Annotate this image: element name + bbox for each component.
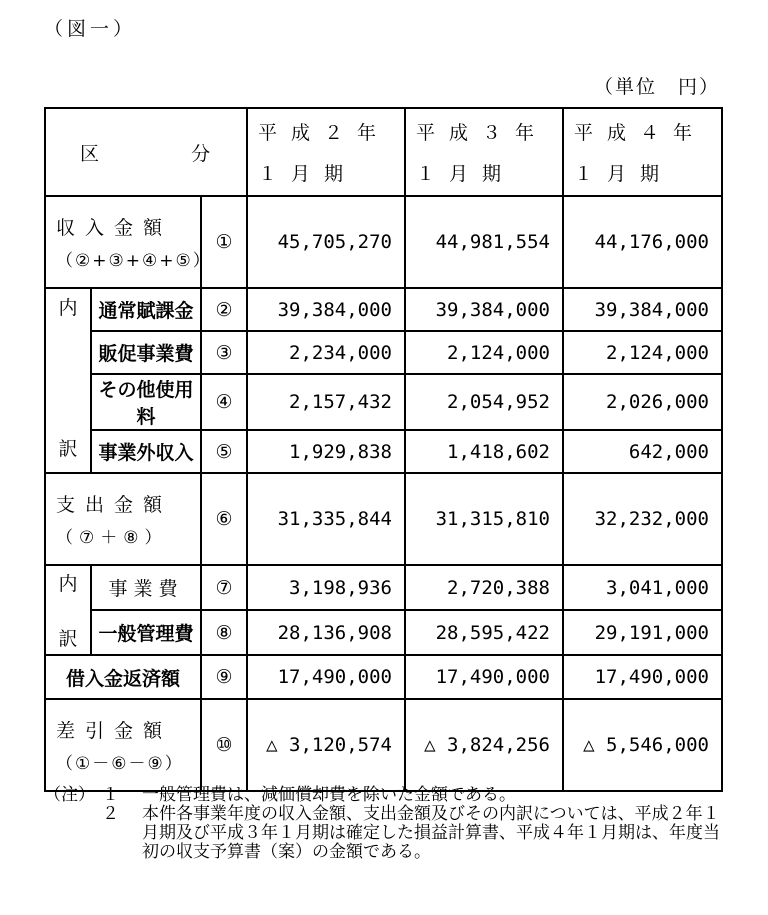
balance-value-3: △ 5,546,000 <box>563 699 722 791</box>
income-item-value: 2,124,000 <box>405 331 563 374</box>
income-item-row <box>45 430 722 473</box>
income-expense-table <box>44 107 723 792</box>
expense-uchi <box>45 565 91 655</box>
figure-label: （図一） <box>44 18 137 40</box>
income-item-value: 1,929,838 <box>247 430 405 473</box>
loan-value-2: 17,490,000 <box>405 655 563 699</box>
header-row <box>45 108 722 196</box>
income-item-label: その他使用料 <box>91 374 201 430</box>
balance-label <box>45 699 201 791</box>
income-item-row <box>45 288 722 331</box>
kubun-header <box>45 108 247 196</box>
income-uchi-top: 内 <box>58 297 78 319</box>
note-item <box>44 786 734 805</box>
expense-label-text: 支出金額 <box>56 494 173 516</box>
income-item-row <box>45 374 722 430</box>
col-header-2-line1: 平成３年 <box>416 122 549 144</box>
income-item-value: 2,026,000 <box>563 374 722 430</box>
expense-item-value: 28,136,908 <box>247 610 405 655</box>
kubun-a: 区 <box>80 142 100 165</box>
note-item <box>44 805 734 862</box>
loan-row <box>45 655 722 699</box>
income-label-text: 収入金額 <box>56 217 173 239</box>
income-item-value: 2,234,000 <box>247 331 405 374</box>
unit-label: （単位 円） <box>593 76 720 98</box>
balance-row <box>45 699 722 791</box>
balance-sub: （①－⑥－⑨） <box>56 754 184 774</box>
income-sub: （②+③+④+⑤） <box>56 251 212 271</box>
income-item-value: 2,157,432 <box>247 374 405 430</box>
income-label <box>45 196 212 288</box>
balance-label-text: 差引金額 <box>56 720 173 742</box>
expense-item-row <box>45 565 722 610</box>
income-item-row <box>45 331 722 374</box>
expense-item-row <box>45 610 722 655</box>
note-number: ２ <box>102 804 119 824</box>
note-text: 一般管理費は、減価償却費を除いた金額である。 <box>142 785 516 805</box>
expense-item-value: 29,191,000 <box>563 610 722 655</box>
col-header-2-line2: １月期 <box>416 163 516 185</box>
income-item-label: 事業外収入 <box>91 430 201 473</box>
expense-item-no: ⑦ <box>201 565 247 610</box>
income-item-no: ④ <box>201 374 247 430</box>
income-item-no: ② <box>201 288 247 331</box>
income-item-value: 2,124,000 <box>563 331 722 374</box>
expense-uchi-bottom: 訳 <box>58 628 78 650</box>
col-header-1-line2: １月期 <box>258 163 358 185</box>
income-row <box>45 196 722 288</box>
income-item-value: 642,000 <box>563 430 722 473</box>
income-no: ① <box>201 196 247 288</box>
balance-value-2: △ 3,824,256 <box>405 699 563 791</box>
notes-prefix: （注） <box>44 785 95 805</box>
income-uchi <box>45 288 91 473</box>
expense-label <box>45 473 201 565</box>
note-number: １ <box>102 785 119 805</box>
income-item-value: 39,384,000 <box>247 288 405 331</box>
income-value-1: 45,705,270 <box>247 196 405 288</box>
notes <box>44 786 734 862</box>
expense-sub: （⑦＋⑧） <box>56 528 168 548</box>
expense-item-label: 事業費 <box>91 565 201 610</box>
loan-value-3: 17,490,000 <box>563 655 722 699</box>
expense-no: ⑥ <box>201 473 247 565</box>
note-text: 本件各事業年度の収入金額、支出金額及びその内訳については、平成２年１月期及び平成３年１月期は確定した損益計算書、平成４年１月期は、年度当初の収支予算書（案）の金額である。 <box>142 804 720 862</box>
loan-label: 借入金返済額 <box>45 655 201 699</box>
balance-value-1: △ 3,120,574 <box>247 699 405 791</box>
income-item-value: 39,384,000 <box>563 288 722 331</box>
col-header-3-line1: 平成４年 <box>574 122 707 144</box>
expense-value-1: 31,335,844 <box>247 473 405 565</box>
col-header-3 <box>563 108 722 196</box>
kubun-b: 分 <box>191 142 211 165</box>
balance-no: ⑩ <box>201 699 247 791</box>
expense-row <box>45 473 722 565</box>
income-item-no: ③ <box>201 331 247 374</box>
income-value-3: 44,176,000 <box>563 196 722 288</box>
income-item-value: 1,418,602 <box>405 430 563 473</box>
income-item-label: 販促事業費 <box>91 331 201 374</box>
loan-no: ⑨ <box>201 655 247 699</box>
col-header-1-line1: 平成２年 <box>258 122 391 144</box>
expense-item-value: 3,041,000 <box>563 565 722 610</box>
col-header-2 <box>405 108 563 196</box>
expense-value-2: 31,315,810 <box>405 473 563 565</box>
notes-indent <box>44 805 102 862</box>
income-value-2: 44,981,554 <box>405 196 563 288</box>
income-item-label: 通常賦課金 <box>91 288 201 331</box>
income-item-no: ⑤ <box>201 430 247 473</box>
expense-item-value: 2,720,388 <box>405 565 563 610</box>
expense-item-value: 3,198,936 <box>247 565 405 610</box>
expense-item-label: 一般管理費 <box>91 610 201 655</box>
income-item-value: 39,384,000 <box>405 288 563 331</box>
income-item-value: 2,054,952 <box>405 374 563 430</box>
income-uchi-bottom: 訳 <box>58 438 78 460</box>
expense-uchi-top: 内 <box>58 573 78 595</box>
expense-value-3: 32,232,000 <box>563 473 722 565</box>
expense-item-no: ⑧ <box>201 610 247 655</box>
loan-value-1: 17,490,000 <box>247 655 405 699</box>
col-header-1 <box>247 108 405 196</box>
col-header-3-line2: １月期 <box>574 163 674 185</box>
expense-item-value: 28,595,422 <box>405 610 563 655</box>
